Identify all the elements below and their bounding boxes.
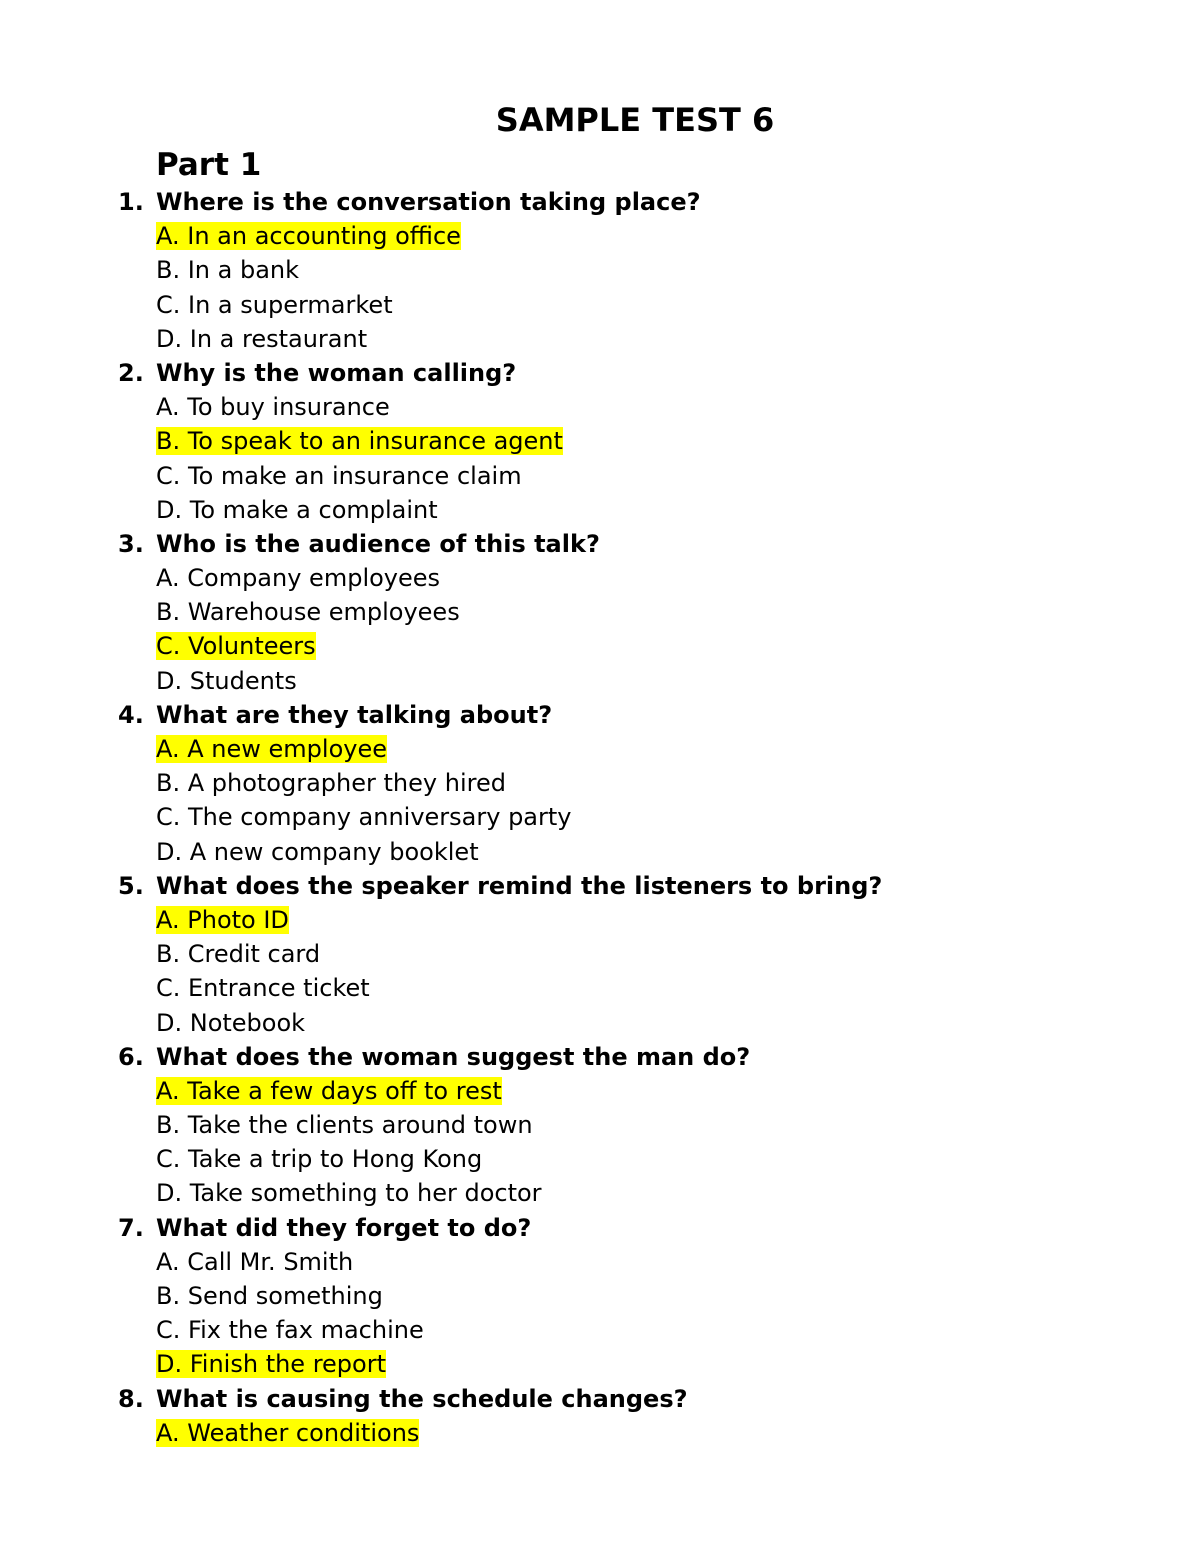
question-line [118, 527, 1158, 561]
answer-option-text: C. In a supermarket [156, 290, 393, 319]
answer-option-text: B. To speak to an insurance agent [156, 427, 563, 456]
answer-option-highlighted [118, 219, 1158, 253]
answer-option-text: D. To make a complaint [156, 495, 438, 524]
question-line [118, 1211, 1158, 1245]
answer-option-text: B. Take the clients around town [156, 1111, 533, 1140]
answer-option [118, 493, 1158, 527]
question-number: 5. [118, 871, 144, 900]
answer-option [118, 800, 1158, 834]
answer-option-text: D. A new company booklet [156, 837, 479, 866]
answer-option-highlighted [118, 1347, 1158, 1381]
answer-option [118, 937, 1158, 971]
answer-option [118, 971, 1158, 1005]
answer-option [118, 390, 1158, 424]
answer-option-text: A. In an accounting office [156, 222, 461, 251]
answer-option [118, 322, 1158, 356]
question-number: 8. [118, 1384, 144, 1413]
question-line [118, 869, 1158, 903]
answer-option-text: B. Credit card [156, 940, 321, 969]
answer-option-text: A. Weather conditions [156, 1418, 420, 1447]
answer-option [118, 288, 1158, 322]
question-3 [118, 527, 1158, 698]
answer-option-text: D. Students [156, 666, 297, 695]
answer-option [118, 1142, 1158, 1176]
question-text: Where is the conversation taking place? [156, 188, 701, 216]
answer-option [118, 1245, 1158, 1279]
answer-option [118, 1006, 1158, 1040]
question-line [118, 185, 1158, 219]
question-line [118, 356, 1158, 390]
question-2 [118, 356, 1158, 527]
question-text: Who is the audience of this talk? [156, 529, 600, 558]
question-number: 3. [118, 529, 144, 558]
question-text: What does the woman suggest the man do? [156, 1042, 751, 1071]
question-number: 4. [118, 700, 144, 729]
answer-option-highlighted [118, 1416, 1158, 1450]
answer-option-text: D. Take something to her doctor [156, 1179, 542, 1208]
answer-option [118, 835, 1158, 869]
question-text: What is causing the schedule changes? [156, 1384, 688, 1413]
question-list [118, 185, 1158, 1450]
question-number: 7. [118, 1213, 144, 1242]
answer-option-highlighted [118, 732, 1158, 766]
answer-option-text: C. To make an insurance claim [156, 461, 522, 490]
answer-option-text: B. Warehouse employees [156, 598, 460, 627]
answer-option-text: D. Notebook [156, 1008, 306, 1037]
answer-option-text: B. Send something [156, 1282, 383, 1310]
answer-option-text: C. Entrance ticket [156, 974, 370, 1003]
question-number: 2. [118, 358, 144, 387]
answer-option-text: D. In a restaurant [156, 324, 368, 353]
answer-option [118, 595, 1158, 629]
question-line [118, 1040, 1158, 1074]
answer-option-text: B. In a bank [156, 256, 300, 285]
question-1 [118, 185, 1158, 356]
answer-option-highlighted [118, 424, 1158, 458]
answer-option-highlighted [118, 1074, 1158, 1108]
answer-option-text: A. A new employee [156, 735, 387, 763]
answer-option [118, 1279, 1158, 1313]
answer-option-text: D. Finish the report [156, 1350, 387, 1379]
question-line [118, 698, 1158, 732]
question-text: What are they talking about? [156, 700, 553, 729]
question-7 [118, 1211, 1158, 1382]
answer-option [118, 664, 1158, 698]
question-text: Why is the woman calling? [156, 358, 517, 387]
answer-option-text: A. Call Mr. Smith [156, 1247, 354, 1276]
question-text: What did they forget to do? [156, 1213, 532, 1242]
document-title: SAMPLE TEST 6 [495, 101, 775, 139]
part-heading: Part 1 [156, 147, 262, 183]
answer-option-text: C. Volunteers [156, 632, 316, 661]
question-number: 6. [118, 1042, 144, 1071]
answer-option-text: A. Take a few days off to rest [156, 1076, 502, 1105]
answer-option-text: A. Photo ID [156, 905, 289, 934]
question-8 [118, 1382, 1158, 1450]
answer-option-highlighted [118, 629, 1158, 663]
answer-option-text: A. To buy insurance [156, 393, 390, 422]
question-line [118, 1382, 1158, 1416]
answer-option [118, 1108, 1158, 1142]
answer-option-highlighted [118, 903, 1158, 937]
answer-option [118, 1313, 1158, 1347]
answer-option-text: C. Fix the fax machine [156, 1316, 424, 1345]
answer-option [118, 766, 1158, 800]
answer-option-text: B. A photographer they hired [156, 769, 506, 798]
answer-option-text: A. Company employees [156, 564, 441, 593]
question-6 [118, 1040, 1158, 1211]
answer-option-text: C. The company anniversary party [156, 803, 572, 832]
question-4 [118, 698, 1158, 869]
answer-option-text: C. Take a trip to Hong Kong [156, 1145, 483, 1174]
answer-option [118, 253, 1158, 287]
answer-option [118, 459, 1158, 493]
answer-option [118, 561, 1158, 595]
answer-option [118, 1176, 1158, 1210]
question-5 [118, 869, 1158, 1040]
question-text: What does the speaker remind the listeners to bring? [156, 871, 883, 900]
question-number: 1. [118, 188, 144, 216]
